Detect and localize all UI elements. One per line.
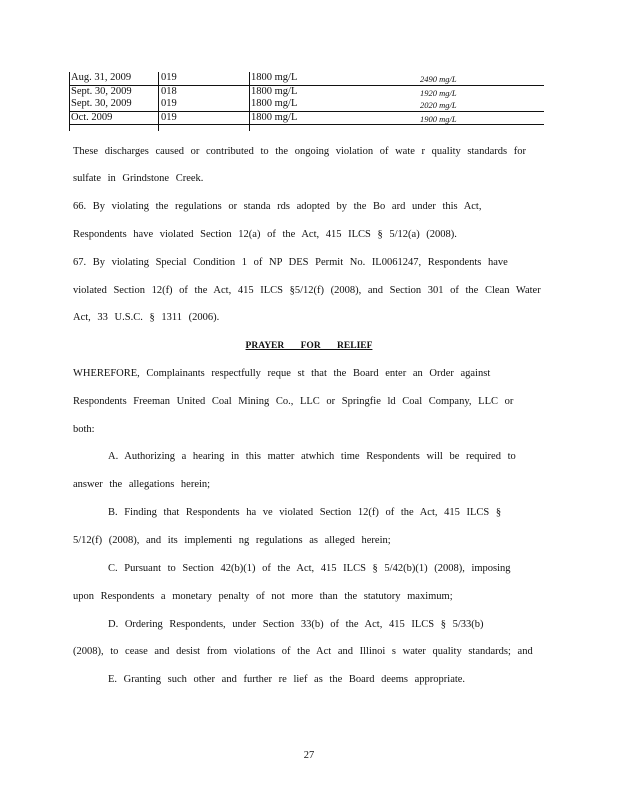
table-cell-value: 2020 mg/L <box>420 100 457 110</box>
wherefore-line: WHEREFORE, Complainants respectfully reque st that the Board enter an Order against <box>73 368 491 379</box>
table-cell-limit: 1800 mg/L <box>251 98 298 109</box>
page-number: 27 <box>303 750 315 761</box>
table-row <box>69 98 544 111</box>
table-cell-outfall: 019 <box>161 98 177 109</box>
heading-text: PRAYER FOR RELIEF <box>245 341 373 351</box>
table-cell-limit: 1800 mg/L <box>251 72 298 83</box>
table-cell-date: Oct. 2009 <box>71 111 113 123</box>
item-b-line: B. Finding that Respondents ha ve violated Section 12(f) of the Act, 415 ILCS § <box>108 507 502 518</box>
paragraph-66-line: 66. By violating the regulations or standa rds adopted by the Bo ard under this Act, <box>73 201 482 212</box>
table-row <box>69 85 544 99</box>
table-divider <box>69 72 70 131</box>
item-a-line: answer the allegations herein; <box>73 479 211 490</box>
item-a-line: A. Authorizing a hearing in this matter atwhich time Respondents will be required to <box>108 451 516 462</box>
paragraph-line: sulfate in Grindstone Creek. <box>73 173 204 184</box>
item-b-line: 5/12(f) (2008), and its implementi ng regulations as alleged herein; <box>73 535 391 546</box>
paragraph-67-line: Act, 33 U.S.C. § 1311 (2006). <box>73 312 220 323</box>
table-cell-date: Sept. 30, 2009 <box>71 98 132 109</box>
paragraph-line: These discharges caused or contributed to the ongoing violation of wate r quality standards for <box>73 146 526 157</box>
table-cell-limit: 1800 mg/L <box>251 85 298 97</box>
discharge-table <box>69 72 544 125</box>
item-e-line: E. Granting such other and further re lief as the Board deems appropriate. <box>108 674 466 685</box>
item-d-line: D. Ordering Respondents, under Section 33(b) of the Act, 415 ILCS § 5/33(b) <box>108 619 484 630</box>
table-cell-outfall: 019 <box>161 72 177 83</box>
wherefore-line: Respondents Freeman United Coal Mining Co., LLC or Springfie ld Coal Company, LLC or <box>73 396 514 407</box>
table-cell-value: 1920 mg/L <box>420 87 457 98</box>
table-divider <box>249 72 250 131</box>
table-cell-value: 1900 mg/L <box>420 113 457 124</box>
item-c-line: upon Respondents a monetary penalty of not more than the statutory maximum; <box>73 591 453 602</box>
table-cell-value: 2490 mg/L <box>420 74 457 84</box>
table-row <box>69 111 544 126</box>
table-row <box>69 72 544 85</box>
table-cell-outfall: 018 <box>161 85 177 97</box>
table-cell-date: Aug. 31, 2009 <box>71 72 132 83</box>
table-cell-date: Sept. 30, 2009 <box>71 85 132 97</box>
item-c-line: C. Pursuant to Section 42(b)(1) of the Act, 415 ILCS § 5/42(b)(1) (2008), imposing <box>108 563 511 574</box>
table-divider <box>158 72 159 131</box>
paragraph-67-line: violated Section 12(f) of the Act, 415 ILCS §5/12(f) (2008), and Section 301 of the Clean Water <box>73 285 541 296</box>
section-heading <box>0 341 618 351</box>
paragraph-66-line: Respondents have violated Section 12(a) of the Act, 415 ILCS § 5/12(a) (2008). <box>73 229 457 240</box>
table-cell-limit: 1800 mg/L <box>251 111 298 123</box>
wherefore-line: both: <box>73 424 95 435</box>
item-d-line: (2008), to cease and desist from violations of the Act and Illinoi s water quality standards; and <box>73 646 533 657</box>
paragraph-67-line: 67. By violating Special Condition 1 of NP DES Permit No. IL0061247, Respondents have <box>73 257 508 268</box>
table-cell-outfall: 019 <box>161 111 177 123</box>
